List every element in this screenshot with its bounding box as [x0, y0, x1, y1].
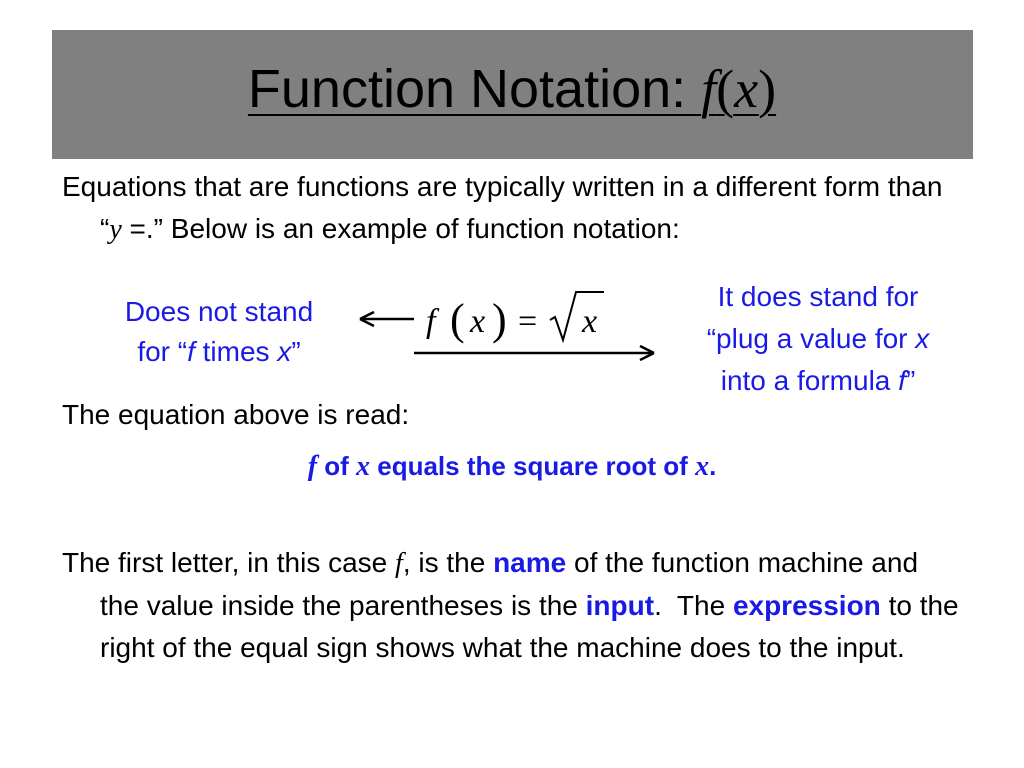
read-intro: The equation above is read: — [62, 399, 410, 430]
keyword-name: name — [493, 547, 567, 578]
read-line-rest: equals the square root of — [370, 451, 696, 481]
formula-f: f — [426, 303, 436, 340]
intro-text-1: Equations that are functions are typically written in a different form than “ — [62, 171, 943, 244]
callout-right-x: x — [915, 323, 930, 354]
callout-left-line1: Does not stand — [124, 296, 314, 327]
explanation-text-2: , is the — [402, 547, 494, 578]
intro-y-var: y — [109, 214, 122, 245]
callout-left — [98, 292, 340, 372]
callout-right — [662, 276, 974, 402]
title-fx-x: x — [734, 59, 759, 119]
title-fx-open: ( — [716, 59, 735, 119]
slide-title — [0, 59, 1024, 119]
callout-left-mid: times — [194, 336, 278, 367]
callout-left-text: for “ — [137, 336, 188, 367]
explanation-text-1: The first letter, in this case — [62, 547, 396, 578]
callout-right-text-2: into a formula — [720, 365, 899, 396]
keyword-expression: expression — [732, 590, 881, 621]
callout-right-end: ” — [905, 365, 916, 396]
read-line-x: x — [356, 451, 371, 482]
callout-right-line2 — [662, 318, 974, 360]
callout-right-f: f — [898, 365, 906, 396]
intro-text-2: =.” Below is an example of function notation: — [121, 213, 680, 244]
title-fx-close: ) — [758, 59, 777, 119]
title-text: Function Notation: — [247, 59, 702, 119]
read-line-of: of — [317, 451, 357, 481]
callout-right-line1: It does stand for — [717, 281, 919, 312]
title-fx-f: f — [701, 59, 717, 119]
keyword-input: input — [585, 590, 655, 621]
callout-left-line2 — [98, 332, 340, 372]
callout-left-f: f — [187, 336, 195, 367]
intro-paragraph — [62, 166, 960, 251]
callout-left-x: x — [277, 336, 292, 367]
explanation-paragraph — [62, 542, 960, 669]
explanation-text-5: to the right of the equal sign shows what the machine does to the input. — [100, 590, 959, 663]
explanation-f: f — [395, 548, 403, 579]
read-line — [0, 446, 1024, 487]
callout-right-text: “plug a value for — [706, 323, 916, 354]
formula-diagram — [350, 280, 670, 370]
formula-radicand: x — [582, 303, 598, 340]
formula-open-paren: ( — [450, 295, 465, 344]
callout-left-end: ” — [291, 336, 301, 367]
read-line-f: f — [307, 451, 318, 482]
explanation-text-4: . The — [654, 590, 733, 621]
read-line-period: . — [709, 451, 717, 481]
read-line-x2: x — [695, 451, 710, 482]
formula-close-paren: ) — [492, 295, 507, 344]
formula-x: x — [470, 303, 486, 340]
explanation-text-3: of the function machine and the value inside the parentheses is the — [100, 547, 919, 621]
formula-equals: = — [518, 303, 538, 340]
